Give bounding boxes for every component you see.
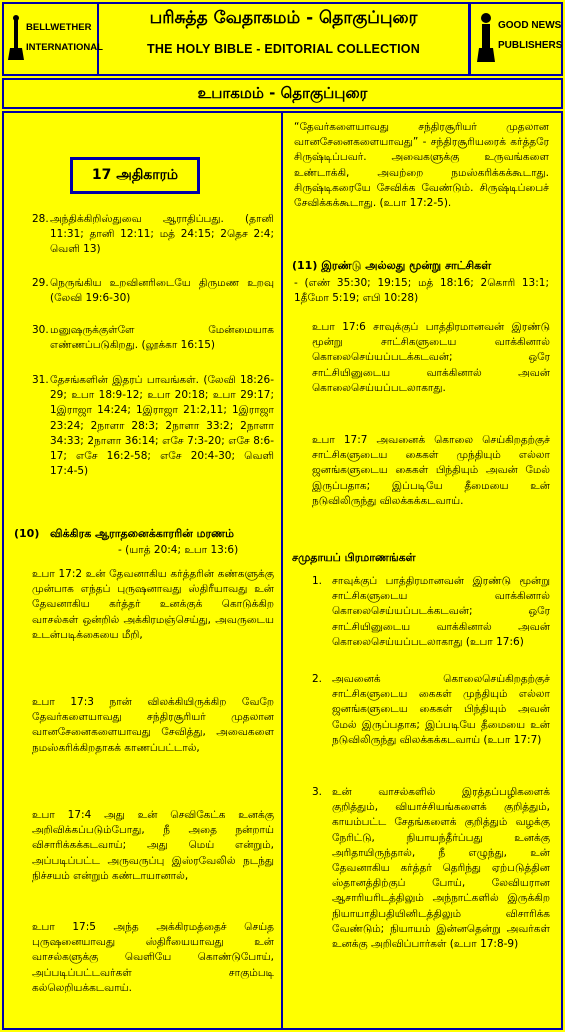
- section-10-refs: - (யாத் 20:4; உபா 13:6): [118, 544, 239, 556]
- list-text: தேசங்களின் இதரப் பாவங்கள். (லேவி 18:26-29; உபா 18:9-12; உபா 20:18; உபா 29:17; 1இராஜா 14:24; 1இராஜா 21:2,11; 1இராஜா 23:24; 2நாளா 28:3; 2நாளா 33:2; 2நாளா 34:33; 2நாளா 36:14; எசே 7:3-20; எசே 8:6-17; எசே 16:2-58; எசே 20:4-30; வெளி 17:4-5): [50, 374, 274, 478]
- community-heading: சமுதாயப் பிரமாணங்கள்: [292, 551, 416, 564]
- list-number: 3.: [312, 786, 323, 798]
- list-number: 28.: [32, 213, 49, 225]
- list-text: சாவுக்குப் பாத்திரமானவன் இரண்டு மூன்று சாட்சிகளுடைய வாக்கினால் கொலைசெய்யப்படக்கடவன்; ஒரே சாட்சியினுடைய வாக்கினால் அவன் கொலைசெய்யப்படலாகாது (உபா 17:6): [332, 575, 550, 648]
- list-number: 30.: [32, 324, 49, 336]
- verse-paragraph: உபா 17:3 நான் விலக்கியிருக்கிற வேறே தேவர்களையாவது சந்திரசூரியர் முதலான வானசேனைகளையாவது சேவித்து, அவைகளை நமஸ்கரிக்கிறதாகக் காணப்பட்டால்,: [32, 696, 274, 754]
- verse-paragraph: உபா 17:5 அந்த அக்கிரமத்தைச் செய்த புருஷனையாவது ஸ்திரீயையாவது உன் வாசல்களுக்கு வெளியே கொண்டுபோய், அப்படிப்பட்டவர்கள் சாகும்படி கல்லெறியக்கடவாய்.: [32, 921, 274, 994]
- list-text: நெருங்கிய உறவினரிடையே திருமண உறவு (லேவி 19:6-30): [50, 277, 274, 305]
- section-11-title: (11) இரண்டு அல்லது மூன்று சாட்சிகள்: [292, 259, 492, 272]
- list-number: 1.: [312, 575, 323, 587]
- right-logo-text: GOOD NEWS PUBLISHERS: [498, 20, 563, 51]
- verse-paragraph: உபா 17:2 உன் தேவனாகிய கர்த்தரின் கண்களுக்கு முன்பாக எந்தப் புருஷனாவது ஸ்திரீயாவது உன் தேவனாகிய கர்த்தர் உனக்குக் கொடுக்கிற வாசல்கள் ஒன்றில் அக்கிரமஞ்செய்து, அவருடைய உடன்படிக்கையை மீறி,: [32, 568, 274, 641]
- section-10-title: விக்கிரக ஆராதனைக்காரரின் மரணம்: [50, 527, 234, 540]
- section-10-number: (10): [14, 527, 40, 540]
- list-text: உன் வாசல்களில் இரத்தப்பழிகளைக் குறித்தும், வியாச்சியங்களைக் குறித்தும், காயம்பட்ட சேதங்களைக் குறித்தும் வழக்கு நேரிட்டு, நியாயந்தீர்ப்பது உனக்கு அரிதாயிருந்தால், நீ எழுந்து, உன் தேவனாகிய கர்த்தர் தெரிந்து ஏற்படுத்தின ஸ்தானத்திற்குப் போய், லேவியரான ஆசாரியரிடத்திலும் அந்நாட்களில் இருக்கிற நியாயாதிபதியினிடத்திலும் விசாரிக்க வேண்டும்; நியாயம் இன்னதென்று அவர்கள் உனக்கு அறிவிப்பார்கள் (உபா 17:8-9): [332, 786, 550, 951]
- column-divider: [281, 111, 283, 1030]
- list-number: 31.: [32, 374, 49, 386]
- left-logo-text: BELLWETHER INTERNATIONAL: [26, 22, 103, 53]
- list-text: அந்திக்கிறிஸ்துவை ஆராதிப்பது. (தானி 11:31; தானி 12:11; மத் 24:15; 2தெச 2:4; வெளி 13): [50, 213, 274, 256]
- list-text: மனுஷருக்குள்ளே மேன்மையாக எண்ணப்படுகிறது. (லூக்கா 16:15): [50, 324, 274, 352]
- list-text: அவனைக் கொலைசெய்கிறதற்குச் சாட்சிகளுடைய கைகள் முந்தியும் எல்லா ஜனங்களுடைய கைகள் பிந்தியும் அவன் மேல் இருப்பதாக; இப்படியே தீமையை உன் நடுவிலிருந்து விலக்கக்கடவாய் (உபா 17:7): [332, 673, 550, 746]
- verse-paragraph: உபா 17:6 சாவுக்குப் பாத்திரமானவன் இரண்டு மூன்று சாட்சிகளுடைய வாக்கினால் கொலைசெய்யப்படக்கடவன்; ஒரே சாட்சியினுடைய வாக்கினால் அவன் கொலைசெய்யப்படலாகாது.: [312, 321, 550, 394]
- page-title-tamil: பரிசுத்த வேதாகமம் - தொகுப்புரை: [149, 8, 418, 28]
- list-number: 29.: [32, 277, 49, 289]
- section-11-refs: - (எண் 35:30; 19:15; மத் 18:16; 2கொரி 13:1; 1தீமோ 5:19; எபி 10:28): [294, 277, 549, 305]
- intro-paragraph: “தேவர்களையாவது சந்திரசூரியர் முதலான வானசேனைகளையாவது” - சந்திரசூரியரைக் கர்த்தரே சிருஷ்டிப்பவர். அவைகளுக்கு உருவங்களை உண்டாக்கி, அவற்றை நமஸ்கரிக்கக்கூடாது. சிருஷ்டிகரையே சேவிக்க வேண்டும். சிருஷ்டிப்பைச் சேவிக்கக்கூடாது. (உபா 17:2-5).: [294, 121, 549, 210]
- good-news-logo-icon: [477, 12, 495, 64]
- page-subtitle: உபாகமம் - தொகுப்புரை: [197, 84, 368, 102]
- page-title-english: THE HOLY BIBLE - EDITORIAL COLLECTION: [147, 42, 420, 56]
- chapter-heading: 17 அதிகாரம்: [70, 157, 200, 194]
- bellwether-logo-icon: [8, 14, 24, 62]
- list-number: 2.: [312, 673, 323, 685]
- verse-paragraph: உபா 17:4 அது உன் செவிகேட்க உனக்கு அறிவிக்கப்படும்போது, நீ அதை நன்றாய் விசாரிக்கக்கடவாய்; அது மெய் என்றும், அப்படிப்பட்ட அருவருப்பு இஸ்ரவேலில் நடந்து நிச்சயம் என்றும் கண்டாயானால்,: [32, 809, 274, 882]
- verse-paragraph: உபா 17:7 அவனைக் கொலை செய்கிறதற்குச் சாட்சிகளுடைய கைகள் முந்தியும் எல்லா ஜனங்களுடைய கைகள் பிந்தியும் அவன் மேல் இருப்பதாக; இப்படியே தீமையை உன் நடுவிலிருந்து விலக்கக்கடவாய்.: [312, 434, 550, 507]
